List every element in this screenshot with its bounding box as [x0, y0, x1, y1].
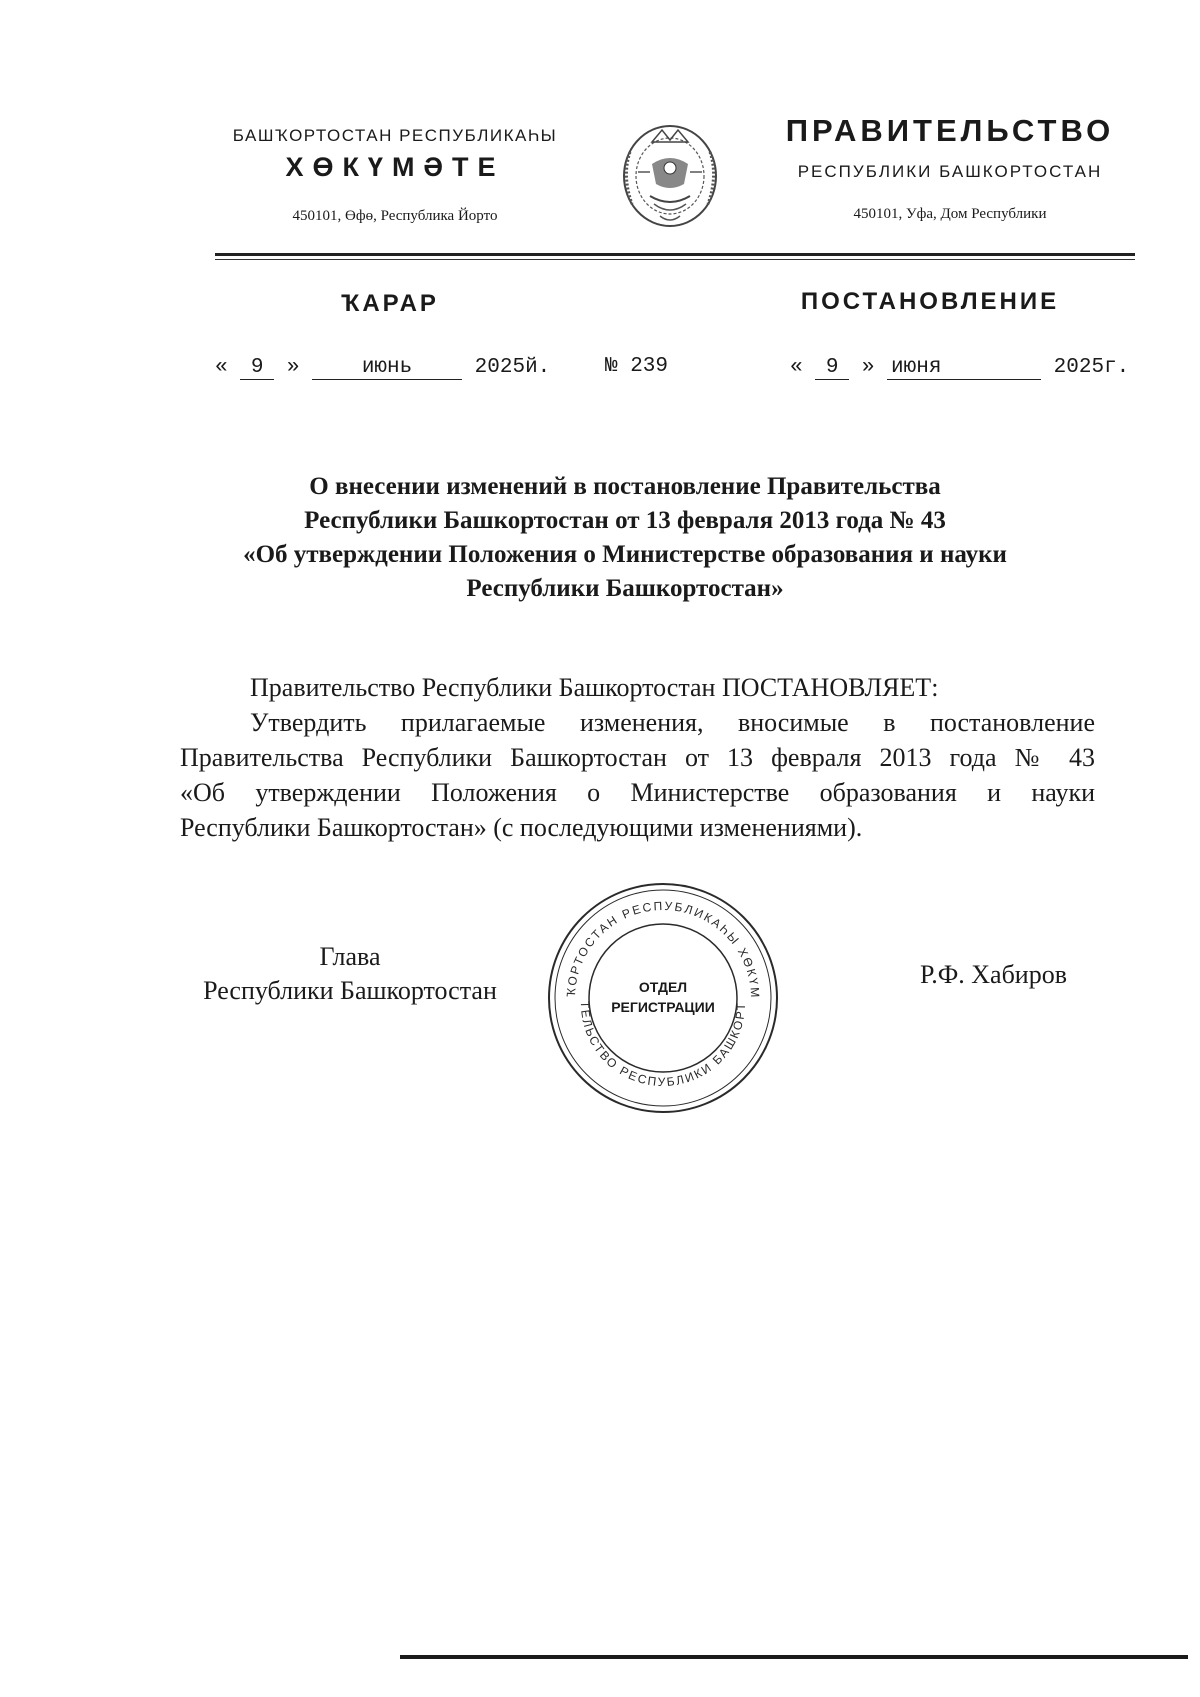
- registration-stamp: [545, 880, 781, 1116]
- title-line: Республики Башкортостан от 13 февраля 2013 года № 43: [304, 507, 946, 534]
- body-line: Правительства Республики Башкортостан от 13 февраля 2013 года № 43: [180, 743, 1095, 772]
- date-line-left: [215, 356, 550, 380]
- quote-open: «: [215, 356, 228, 379]
- date-day-left: 9: [240, 356, 274, 380]
- stamp-center-line1: ОТДЕЛ: [638, 979, 688, 995]
- stamp-outer-text-top: ҠОРТОСТАН РЕСПУБЛИКАҺЫ ХӨКҮМ: [563, 898, 763, 1000]
- date-month-left: июнь: [312, 356, 462, 380]
- header-right-address: 450101, Уфа, Дом Республики: [853, 206, 1047, 222]
- doc-type-bashkir: ҠАРАР: [341, 290, 439, 317]
- stamp-center-line2: РЕГИСТРАЦИИ: [611, 999, 715, 1015]
- header-left-line2: ХӨКҮМӘТЕ: [285, 152, 505, 182]
- signatory-position: [180, 940, 520, 1008]
- quote-close: »: [286, 356, 300, 379]
- body-line: Республики Башкортостан» (с последующими изменениями).: [180, 813, 863, 842]
- body-line: Правительство Республики Башкортостан ПОСТАНОВЛЯЕТ:: [250, 673, 939, 702]
- header-left-line1: БАШҠОРТОСТАН РЕСПУБЛИКАҺЫ: [232, 126, 558, 145]
- date-month-right: июня: [887, 356, 1041, 380]
- header-divider-thick: [215, 253, 1135, 256]
- signatory-name: Р.Ф. Хабиров: [920, 960, 1067, 989]
- header-divider-thin: [215, 259, 1135, 260]
- doc-type-russian: ПОСТАНОВЛЕНИЕ: [800, 288, 1060, 315]
- quote-open: «: [790, 356, 803, 379]
- title-line: Республики Башкортостан»: [466, 575, 784, 602]
- document-number: № 239: [605, 355, 669, 378]
- position-line: Республики Башкортостан: [203, 976, 497, 1005]
- footer-divider: [400, 1655, 1188, 1659]
- document-title: [150, 470, 1100, 606]
- header-left-address: 450101, Өфө, Республика Йорто: [292, 208, 498, 224]
- body-line: Утвердить прилагаемые изменения, вносимые в постановление: [250, 708, 1095, 737]
- title-line: «Об утверждении Положения о Министерстве образования и науки: [243, 541, 1007, 568]
- position-line: Глава: [319, 942, 381, 971]
- coat-of-arms-icon: [610, 112, 730, 237]
- stamp-outer-text-bottom: ТЕЛЬСТВО РЕСПУБЛИКИ БАШКОРТ: [577, 1000, 749, 1089]
- date-year-left: 2025й.: [474, 356, 551, 379]
- body-line: «Об утверждении Положения о Министерстве образования и науки: [180, 778, 1095, 807]
- title-line: О внесении изменений в постановление Правительства: [309, 473, 941, 500]
- header-right-line1: ПРАВИТЕЛЬСТВО: [785, 113, 1115, 148]
- date-year-right: 2025г.: [1053, 356, 1130, 379]
- date-line-right: [790, 356, 1129, 380]
- quote-close: »: [861, 356, 875, 379]
- document-body: [180, 670, 1095, 845]
- date-day-right: 9: [815, 356, 849, 380]
- header-right-line2: РЕСПУБЛИКИ БАШКОРТОСТАН: [797, 162, 1103, 181]
